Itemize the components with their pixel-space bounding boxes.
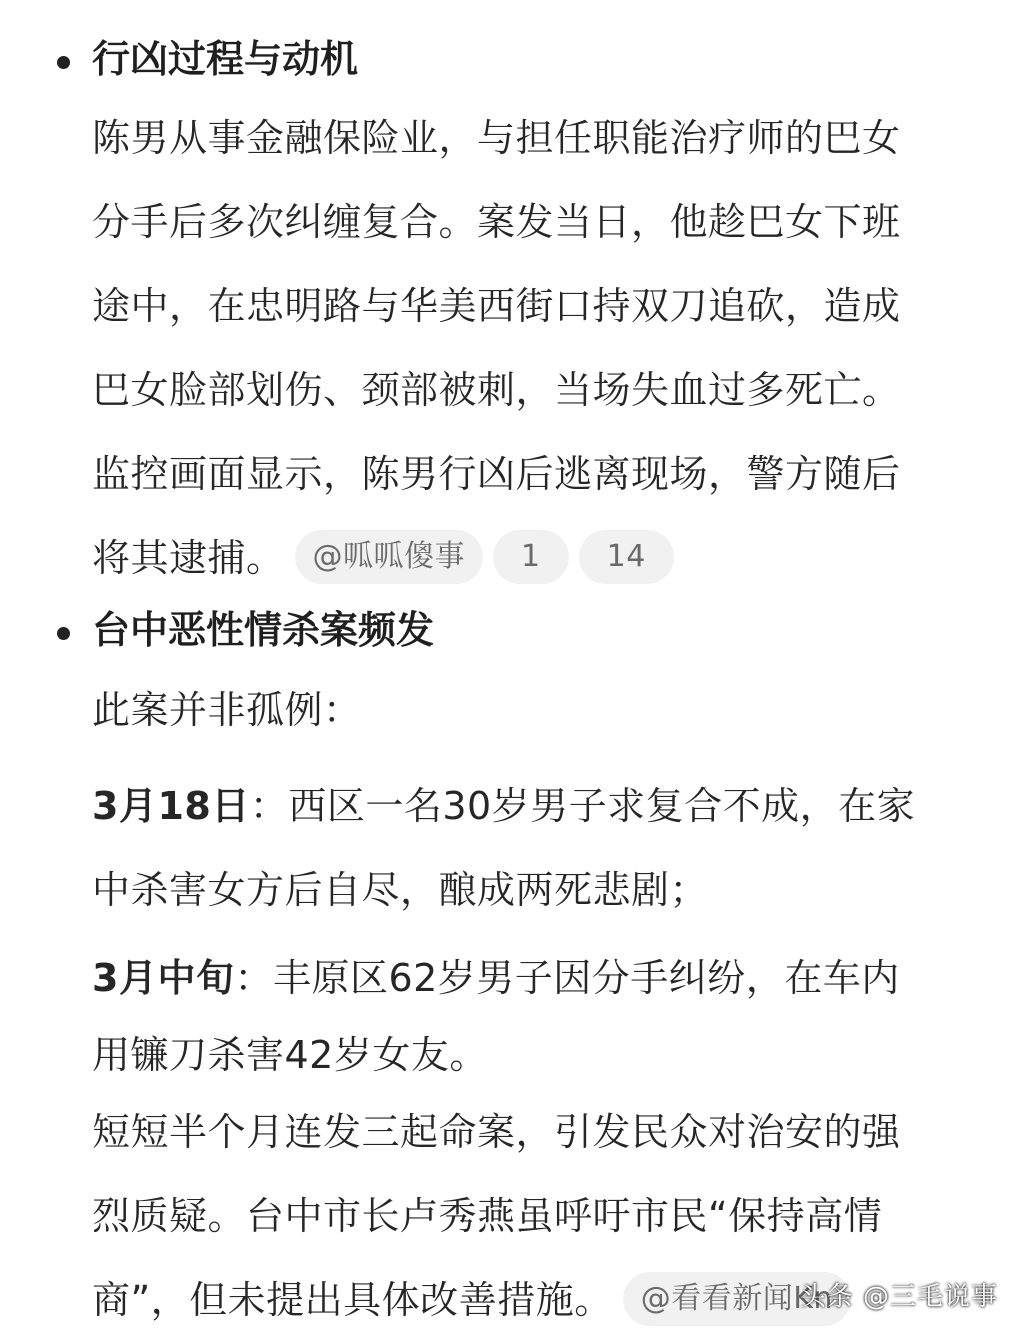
case-text: ：丰原区62岁男子因分手纠纷，在车内 xyxy=(234,956,900,1000)
source-chip-count[interactable]: 1 xyxy=(493,530,569,584)
bullet-icon xyxy=(57,627,70,640)
case-line: 中杀害女方后自尽，酿成两死悲剧； xyxy=(92,868,709,912)
bullet-icon xyxy=(57,56,70,69)
paragraph-line: 巴女脸部划伤、颈部被刺，当场失血过多死亡。 xyxy=(92,368,901,412)
paragraph-line: 此案并非孤例： xyxy=(92,688,362,732)
section2-body xyxy=(92,668,992,1342)
section-attack-process xyxy=(0,37,1020,81)
paragraph-line: 途中，在忠明路与华美西街口持双刀追砍，造成 xyxy=(92,284,901,328)
source-chip[interactable]: @看看新闻Kn xyxy=(623,1272,851,1326)
paragraph-line: 陈男从事金融保险业，与担任职能治疗师的巴女 xyxy=(92,116,901,160)
paragraph-line: 烈质疑。台中市长卢秀燕虽呼吁市民“保持高情 xyxy=(92,1194,883,1238)
source-chip-count[interactable]: 14 xyxy=(579,530,674,584)
paragraph-line: 分手后多次纠缠复合。案发当日，他趁巴女下班 xyxy=(92,200,901,244)
case-line xyxy=(92,936,992,1020)
source-chip[interactable]: @呱呱傻事 xyxy=(295,530,484,584)
paragraph-text: 商”，但未提出具体改善措施。 xyxy=(92,1278,613,1322)
paragraph-line: 短短半个月连发三起命案，引发民众对治安的强 xyxy=(92,1110,901,1154)
section-heading: 台中恶性情杀案频发 xyxy=(92,608,435,652)
section1-body xyxy=(92,96,992,600)
watermark: 头条 @三毛说事 xyxy=(799,1282,998,1312)
case-line: 用镰刀杀害42岁女友。 xyxy=(92,1033,488,1077)
section-frequent-cases xyxy=(0,608,1020,652)
paragraph-text: 将其逮捕。 xyxy=(92,536,285,580)
case-text: ：西区一名30岁男子求复合不成，在家 xyxy=(249,784,916,828)
paragraph-line-with-sources xyxy=(92,516,992,600)
section-heading: 行凶过程与动机 xyxy=(92,37,359,81)
case-date: 3月18日 xyxy=(92,784,250,828)
paragraph-line: 监控画面显示，陈男行凶后逃离现场，警方随后 xyxy=(92,452,901,496)
case-date: 3月中旬 xyxy=(92,956,235,1000)
case-line xyxy=(92,764,992,848)
